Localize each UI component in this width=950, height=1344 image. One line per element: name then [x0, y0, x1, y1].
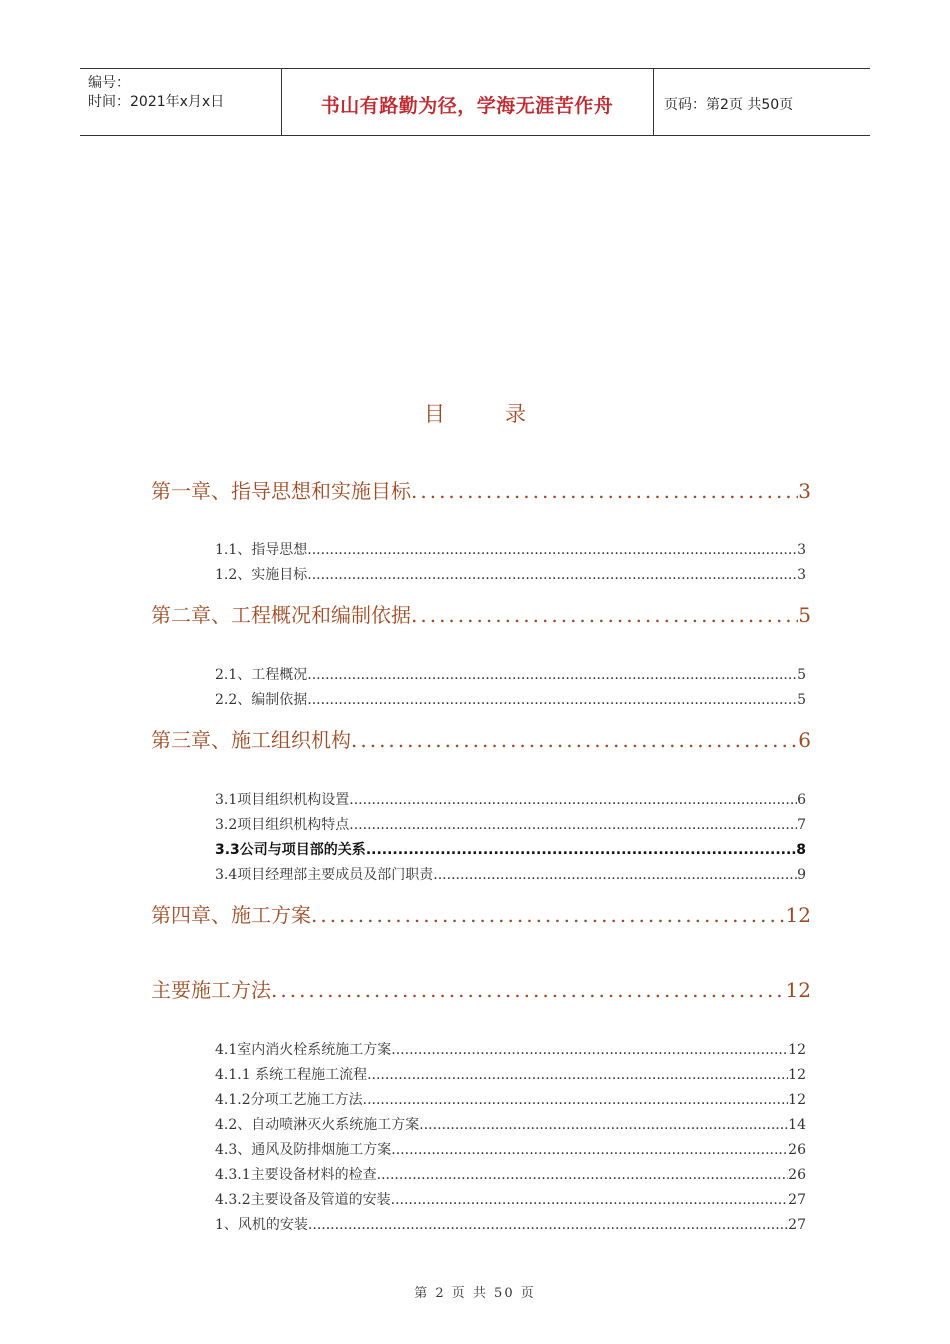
toc-section-3-1[interactable]	[215, 789, 806, 809]
toc-entry-page: 8	[796, 842, 806, 858]
toc-entry-text: 3.2项目组织机构特点	[215, 817, 350, 833]
toc-leader-dots	[363, 1092, 789, 1108]
toc-leader-dots	[307, 567, 797, 583]
toc-leader-dots	[377, 1167, 789, 1183]
toc-chapter-3[interactable]	[151, 724, 811, 753]
toc-entry-text: 1.2、实施目标	[215, 567, 308, 583]
toc-entry-text: 2.2、编制依据	[215, 692, 308, 708]
toc-title: 目录	[424, 402, 586, 426]
document-number-label: 编号：	[88, 75, 130, 91]
header-motto-cell	[281, 69, 654, 135]
toc-section-2-1[interactable]	[215, 664, 806, 684]
toc-entry-text: 4.2、自动喷淋灭火系统施工方案	[215, 1117, 420, 1133]
toc-leader-dots	[351, 728, 798, 752]
toc-entry-text: 4.3.2主要设备及管道的安装	[215, 1192, 391, 1208]
toc-leader-dots	[391, 1142, 788, 1158]
toc-section-fan-install[interactable]	[215, 1214, 806, 1234]
toc-entry-page: 12	[785, 903, 811, 927]
page-footer: 第 2 页 共 50 页	[414, 1286, 536, 1301]
toc-entry-page: 7	[797, 817, 806, 833]
toc-leader-dots	[433, 867, 797, 883]
toc-entry-page: 5	[797, 692, 806, 708]
header-page-cell	[654, 69, 870, 135]
toc-leader-dots	[411, 603, 798, 627]
toc-leader-dots	[307, 542, 797, 558]
toc-entry-page: 26	[788, 1167, 806, 1183]
toc-entry-text: 4.1.2分项工艺施工方法	[215, 1092, 363, 1108]
toc-leader-dots	[308, 1217, 788, 1233]
header-motto: 书山有路勤为径，学海无涯苦作舟	[320, 95, 614, 117]
header-page-label: 页码：第2页 共50页	[664, 97, 794, 113]
toc-entry-text: 第二章、工程概况和编制依据	[151, 603, 411, 627]
toc-leader-dots	[391, 1042, 788, 1058]
toc-leader-dots	[419, 1117, 788, 1133]
toc-section-3-4[interactable]	[215, 864, 806, 884]
toc-chapter-4[interactable]	[151, 899, 811, 928]
toc-leader-dots	[367, 1067, 788, 1083]
toc-leader-dots	[349, 817, 797, 833]
toc-entry-page: 27	[788, 1217, 806, 1233]
toc-entry-text: 第一章、指导思想和实施目标	[151, 479, 411, 503]
toc-section-1-2[interactable]	[215, 564, 806, 584]
toc-entry-page: 3	[797, 542, 806, 558]
toc-entry-page: 6	[797, 792, 806, 808]
toc-entry-text: 4.1室内消火栓系统施工方案	[215, 1042, 392, 1058]
toc-entry-page: 9	[797, 867, 806, 883]
toc-leader-dots	[311, 903, 786, 927]
toc-entry-page: 27	[788, 1192, 806, 1208]
toc-section-4-3[interactable]	[215, 1139, 806, 1159]
toc-leader-dots	[271, 978, 786, 1002]
toc-section-4-1-1[interactable]	[215, 1064, 806, 1084]
toc-entry-page: 3	[798, 479, 811, 503]
toc-entry-page: 12	[785, 978, 811, 1002]
toc-entry-page: 12	[788, 1092, 806, 1108]
toc-chapter-2[interactable]	[151, 599, 811, 628]
toc-section-1-1[interactable]	[215, 539, 806, 559]
toc-entry-page: 5	[797, 667, 806, 683]
toc-entry-text: 4.3.1主要设备材料的检查	[215, 1167, 377, 1183]
toc-section-4-3-1[interactable]	[215, 1164, 806, 1184]
toc-leader-dots	[349, 792, 797, 808]
toc-leader-dots	[366, 842, 796, 858]
toc-entry-page: 3	[797, 567, 806, 583]
toc-section-3-2[interactable]	[215, 814, 806, 834]
toc-entry-text: 1、风机的安装	[215, 1217, 308, 1233]
toc-entry-text: 第三章、施工组织机构	[151, 728, 351, 752]
toc-entry-text: 3.1项目组织机构设置	[215, 792, 350, 808]
toc-leader-dots	[391, 1192, 789, 1208]
toc-main-methods[interactable]	[151, 974, 811, 1003]
toc-entry-text: 2.1、工程概况	[215, 667, 308, 683]
toc-section-2-2[interactable]	[215, 689, 806, 709]
toc-leader-dots	[411, 479, 798, 503]
toc-entry-page: 5	[798, 603, 811, 627]
toc-entry-text: 第四章、施工方案	[151, 903, 311, 927]
toc-leader-dots	[307, 692, 797, 708]
toc-section-4-1-2[interactable]	[215, 1089, 806, 1109]
toc-entry-text: 4.3、通风及防排烟施工方案	[215, 1142, 392, 1158]
document-time-label: 时间：2021年x月x日	[88, 94, 225, 110]
toc-entry-page: 26	[788, 1142, 806, 1158]
toc-entry-text: 4.1.1 系统工程施工流程	[215, 1067, 368, 1083]
toc-chapter-1[interactable]	[151, 475, 811, 504]
toc-section-4-3-2[interactable]	[215, 1189, 806, 1209]
toc-entry-page: 12	[788, 1067, 806, 1083]
header-info-cell	[80, 69, 282, 135]
toc-entry-page: 6	[798, 728, 811, 752]
toc-entry-page: 14	[788, 1117, 806, 1133]
toc-entry-page: 12	[788, 1042, 806, 1058]
toc-entry-text: 3.4项目经理部主要成员及部门职责	[215, 867, 434, 883]
toc-entry-text: 3.3公司与项目部的关系	[215, 842, 366, 858]
toc-entry-text: 主要施工方法	[151, 978, 271, 1002]
page-header	[80, 68, 870, 136]
toc-entry-text: 1.1、指导思想	[215, 542, 308, 558]
toc-section-3-3[interactable]	[215, 839, 806, 859]
toc-section-4-1[interactable]	[215, 1039, 806, 1059]
toc-section-4-2[interactable]	[215, 1114, 806, 1134]
toc-leader-dots	[307, 667, 797, 683]
